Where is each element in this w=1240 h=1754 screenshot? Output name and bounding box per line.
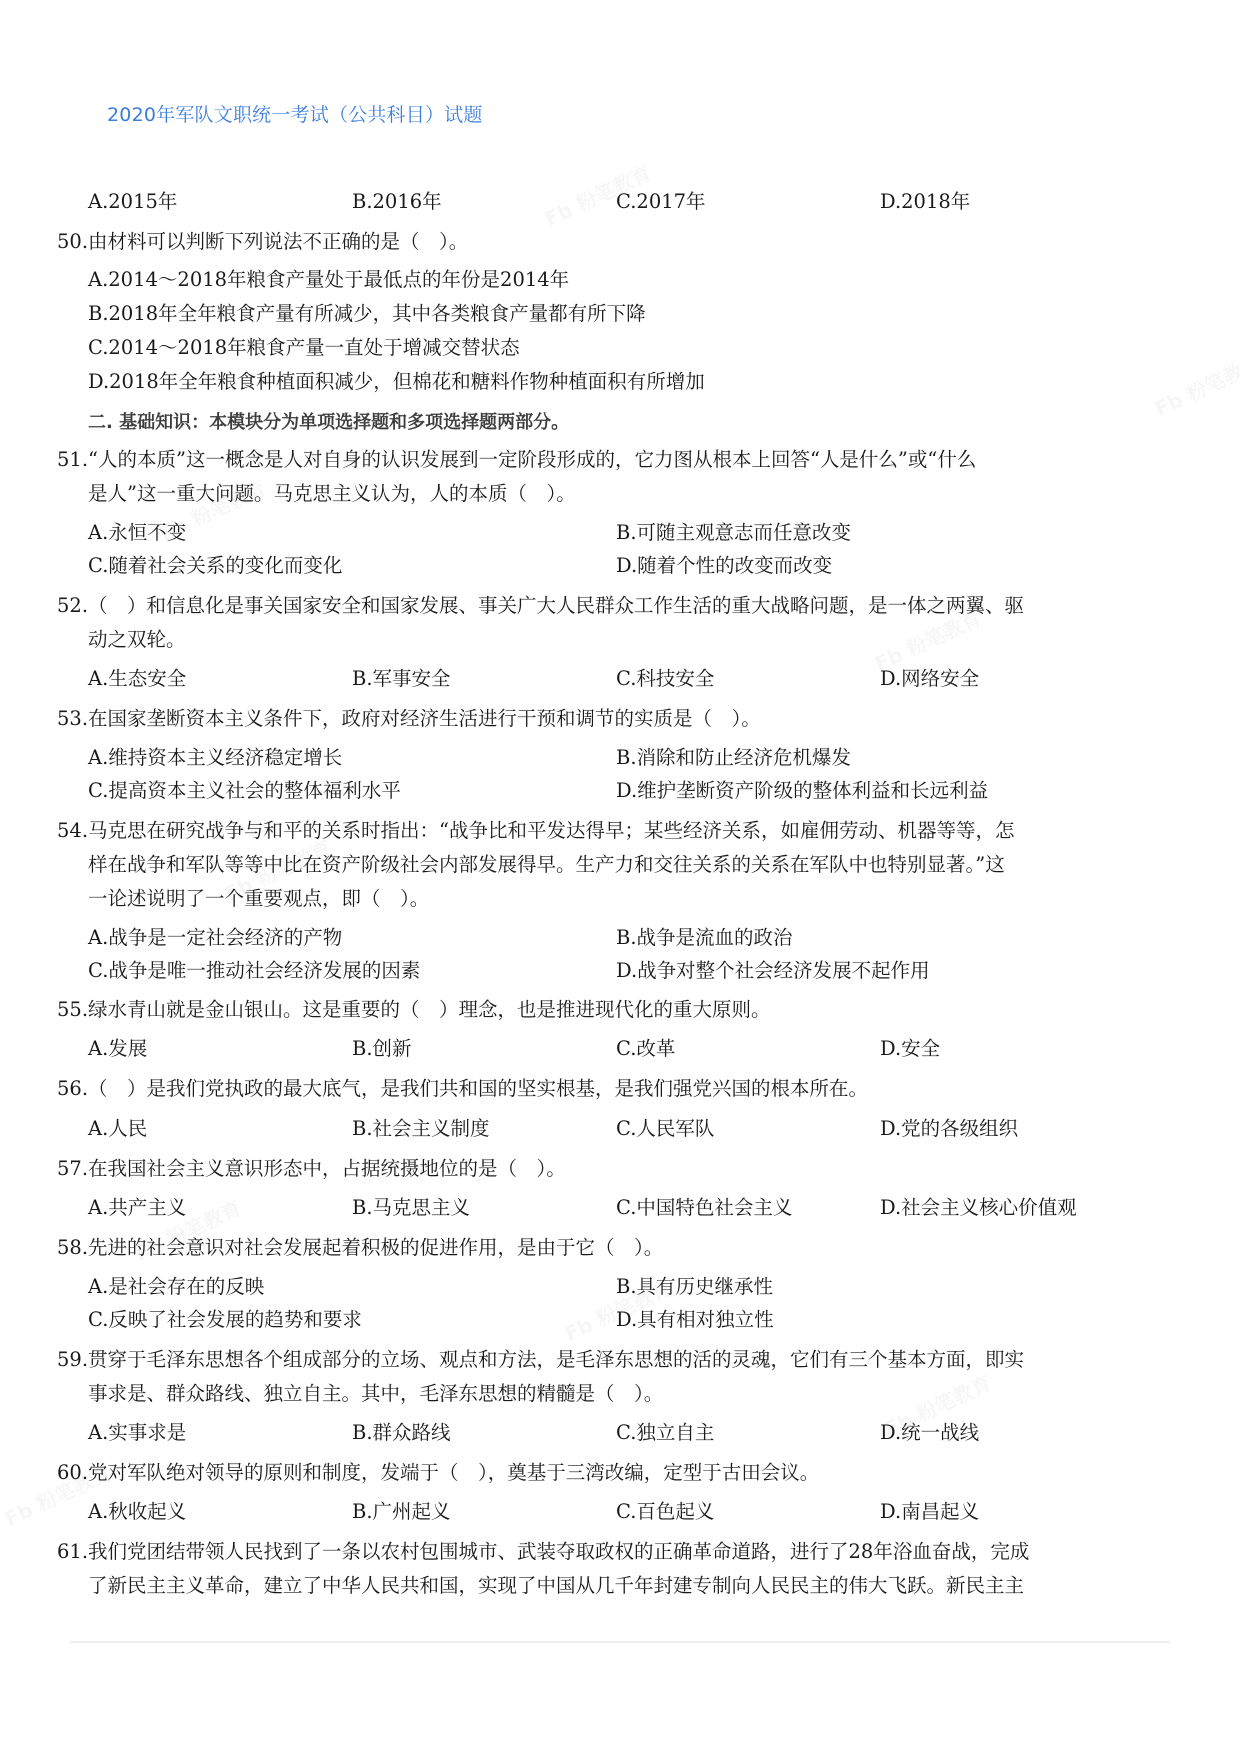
option-b: B.战争是流血的政治 [616, 926, 793, 949]
option-a: A.是社会存在的反映 [88, 1275, 265, 1298]
option-c: C.百色起义 [616, 1500, 715, 1523]
watermark [1149, 347, 1240, 422]
option-c: C.人民军队 [616, 1117, 715, 1140]
option-c: C.随着社会关系的变化而变化 [88, 554, 343, 577]
option-c: C.战争是唯一推动社会经济发展的因素 [88, 959, 421, 982]
question-stem: 52.（ ）和信息化是事关国家安全和国家发展、事关广大人民群众工作生活的重大战略问题，是一体之两翼、驱 [57, 594, 1025, 617]
question-stem: 60.党对军队绝对领导的原则和制度，发端于（ ），奠基于三湾改编，定型于古田会议。 [57, 1461, 820, 1484]
option-d: D.社会主义核心价值观 [880, 1196, 1077, 1219]
question-stem-continued: 样在战争和军队等等中比在资产阶级社会内部发展得早。生产力和交往关系的关系在军队中也特别显著。”这 [88, 853, 1005, 876]
option-d: D.维护垄断资产阶级的整体利益和长远利益 [616, 779, 989, 802]
question-stem: 58.先进的社会意识对社会发展起着积极的促进作用，是由于它（ ）。 [57, 1236, 664, 1259]
option-c: C.2014～2018年粮食产量一直处于增减交替状态 [88, 336, 520, 359]
option-b: B.广州起义 [352, 1500, 451, 1523]
option-d: D.网络安全 [880, 667, 980, 690]
option-b: B.社会主义制度 [352, 1117, 490, 1140]
question-stem-continued: 一论述说明了一个重要观点，即（ ）。 [88, 887, 430, 910]
question-stem-continued: 事求是、群众路线、独立自主。其中，毛泽东思想的精髓是（ ）。 [88, 1382, 664, 1405]
option-a: A.2015年 [88, 190, 178, 213]
question-stem: 50.由材料可以判断下列说法不正确的是（ ）。 [57, 230, 469, 253]
question-stem: 55.绿水青山就是金山银山。这是重要的（ ）理念，也是推进现代化的重大原则。 [57, 998, 771, 1021]
section-heading: 二. 基础知识：本模块分为单项选择题和多项选择题两部分。 [88, 412, 570, 433]
option-b: B.军事安全 [352, 667, 451, 690]
option-c: C.改革 [616, 1037, 676, 1060]
option-d: D.战争对整个社会经济发展不起作用 [616, 959, 930, 982]
option-d: D.统一战线 [880, 1421, 980, 1444]
footer-divider [70, 1641, 1170, 1643]
question-stem: 57.在我国社会主义意识形态中，占据统摄地位的是（ ）。 [57, 1157, 566, 1180]
option-c: C.科技安全 [616, 667, 715, 690]
option-b: B.马克思主义 [352, 1196, 471, 1219]
option-d: D.党的各级组织 [880, 1117, 1019, 1140]
option-b: B.可随主观意志而任意改变 [616, 521, 852, 544]
option-a: A.生态安全 [88, 667, 187, 690]
question-stem: 51.“人的本质”这一概念是人对自身的认识发展到一定阶段形成的，它力图从根本上回答“人是什么”或“什么 [57, 448, 977, 471]
question-stem-continued: 了新民主主义革命，建立了中华人民共和国，实现了中国从几千年封建专制向人民民主的伟大飞跃。新民主主 [88, 1574, 1025, 1597]
option-b: B.消除和防止经济危机爆发 [616, 746, 852, 769]
option-c: C.中国特色社会主义 [616, 1196, 793, 1219]
question-stem-continued: 动之双轮。 [88, 628, 186, 651]
question-stem-continued: 是人”这一重大问题。马克思主义认为，人的本质（ ）。 [88, 482, 576, 505]
option-a: A.战争是一定社会经济的产物 [88, 926, 343, 949]
question-stem: 56.（ ）是我们党执政的最大底气，是我们共和国的坚实根基，是我们强党兴国的根本所在。 [57, 1077, 869, 1100]
option-a: A.人民 [88, 1117, 148, 1140]
option-b: B.群众路线 [352, 1421, 451, 1444]
option-c: C.提高资本主义社会的整体福利水平 [88, 779, 401, 802]
option-d: D.具有相对独立性 [616, 1308, 774, 1331]
option-d: D.南昌起义 [880, 1500, 980, 1523]
option-c: C.2017年 [616, 190, 706, 213]
option-a: A.实事求是 [88, 1421, 187, 1444]
option-b: B.创新 [352, 1037, 412, 1060]
option-d: D.安全 [880, 1037, 941, 1060]
document-header-title: 2020年军队文职统一考试（公共科目）试题 [107, 104, 483, 126]
option-d: D.2018年全年粮食种植面积减少，但棉花和糖料作物种植面积有所增加 [88, 370, 705, 393]
option-a: A.秋收起义 [88, 1500, 187, 1523]
question-stem: 59.贯穿于毛泽东思想各个组成部分的立场、观点和方法，是毛泽东思想的活的灵魂，它们有三个基本方面，即实 [57, 1348, 1025, 1371]
option-a: A.维持资本主义经济稳定增长 [88, 746, 343, 769]
option-a: A.2014～2018年粮食产量处于最低点的年份是2014年 [88, 268, 570, 291]
question-stem: 61.我们党团结带领人民找到了一条以农村包围城市、武装夺取政权的正确革命道路，进行了28年浴血奋战，完成 [57, 1540, 1030, 1563]
question-stem: 54.马克思在研究战争与和平的关系时指出：“战争比和平发达得早；某些经济关系，如雇佣劳动、机器等等，怎 [57, 819, 1015, 842]
option-c: C.反映了社会发展的趋势和要求 [88, 1308, 362, 1331]
option-a: A.永恒不变 [88, 521, 187, 544]
option-d: D.2018年 [880, 190, 971, 213]
question-stem: 53.在国家垄断资本主义条件下，政府对经济生活进行干预和调节的实质是（ ）。 [57, 707, 761, 730]
option-d: D.随着个性的改变而改变 [616, 554, 833, 577]
option-b: B.2016年 [352, 190, 442, 213]
option-a: A.发展 [88, 1037, 148, 1060]
option-b: B.2018年全年粮食产量有所减少，其中各类粮食产量都有所下降 [88, 302, 646, 325]
option-b: B.具有历史继承性 [616, 1275, 774, 1298]
option-c: C.独立自主 [616, 1421, 715, 1444]
option-a: A.共产主义 [88, 1196, 187, 1219]
